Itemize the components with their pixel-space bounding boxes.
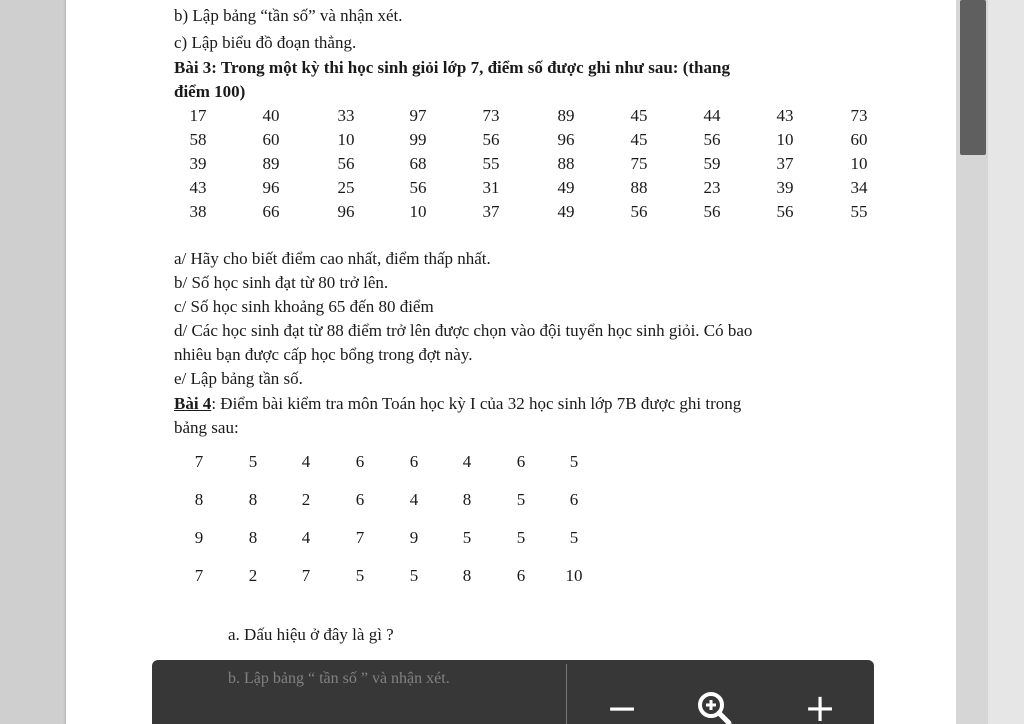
table3-cell: 58: [189, 130, 207, 149]
table3-cell: 31: [482, 178, 500, 197]
table3-cell: 17: [189, 106, 207, 125]
table4-cell: 5: [569, 528, 579, 547]
table4-cell: 5: [569, 452, 579, 471]
table3-cell: 56: [776, 202, 794, 221]
bai4-title-cont: bảng sau:: [174, 418, 239, 437]
table4-cell: 6: [516, 566, 526, 585]
table3-cell: 60: [262, 130, 280, 149]
bai3-title-cont: điểm 100): [174, 82, 246, 101]
zoom-toolbar: [152, 660, 874, 724]
bai3-title: Bài 3: Trong một kỳ thi học sinh giỏi lớp 7, điểm số được ghi như sau: (thang: [174, 58, 730, 77]
table4-cell: 5: [462, 528, 472, 547]
right-gutter: [988, 0, 1024, 724]
table3-cell: 56: [482, 130, 500, 149]
table3-cell: 37: [482, 202, 500, 221]
table3-cell: 89: [557, 106, 575, 125]
document-page: [66, 0, 956, 724]
table3-cell: 55: [850, 202, 868, 221]
table3-cell: 88: [630, 178, 648, 197]
question-d: d/ Các học sinh đạt từ 88 điểm trở lên được chọn vào đội tuyển học sinh giỏi. Có bao: [174, 321, 753, 340]
table3-cell: 56: [337, 154, 355, 173]
table3-cell: 75: [630, 154, 648, 173]
table4-cell: 2: [248, 566, 258, 585]
table3-cell: 10: [850, 154, 868, 173]
magnifier-plus-icon: [694, 688, 734, 724]
table4-cell: 8: [462, 490, 472, 509]
table3-cell: 60: [850, 130, 868, 149]
table3-cell: 59: [703, 154, 721, 173]
text-line-b1: b) Lập bảng “tần số” và nhận xét.: [174, 6, 403, 25]
table4-cell: 4: [409, 490, 419, 509]
table3-cell: 68: [409, 154, 427, 173]
table3-cell: 66: [262, 202, 280, 221]
table4-cell: 9: [409, 528, 419, 547]
table3-cell: 40: [262, 106, 280, 125]
question-d-cont: nhiêu bạn được cấp học bổng trong đợt này.: [174, 345, 473, 364]
table3-cell: 43: [189, 178, 207, 197]
scrollbar-thumb[interactable]: [960, 0, 986, 155]
table4-cell: 4: [462, 452, 472, 471]
table3-cell: 88: [557, 154, 575, 173]
table4-cell: 9: [194, 528, 204, 547]
table4-cell: 10: [565, 566, 583, 585]
table3-cell: 45: [630, 130, 648, 149]
text-line-c1: c) Lập biểu đồ đoạn thẳng.: [174, 33, 357, 52]
table4-cell: 7: [301, 566, 311, 585]
table4-cell: 5: [355, 566, 365, 585]
table4-cell: 7: [355, 528, 365, 547]
table3-cell: 56: [409, 178, 427, 197]
question-b: b/ Số học sinh đạt từ 80 trở lên.: [174, 273, 389, 292]
table4-cell: 6: [355, 490, 365, 509]
table3-cell: 96: [337, 202, 355, 221]
table3-cell: 55: [482, 154, 500, 173]
table3-cell: 56: [630, 202, 648, 221]
table4-cell: 2: [301, 490, 311, 509]
question-a: a/ Hãy cho biết điểm cao nhất, điểm thấp nhất.: [174, 249, 491, 268]
question-e: e/ Lập bảng tần số.: [174, 369, 303, 388]
bai4-label: Bài 4: [174, 394, 212, 413]
table3-cell: 49: [557, 178, 575, 197]
table3-cell: 10: [409, 202, 427, 221]
table3-cell: 39: [776, 178, 794, 197]
table4-cell: 8: [248, 528, 258, 547]
zoom-in-button[interactable]: +: [804, 686, 836, 724]
table4-cell: 5: [516, 490, 526, 509]
table3-cell: 44: [703, 106, 721, 125]
table3-cell: 73: [850, 106, 868, 125]
table4-cell: 8: [462, 566, 472, 585]
bai4-title: [174, 394, 741, 414]
table4-cell: 6: [516, 452, 526, 471]
bai4-title-rest: : Điểm bài kiểm tra môn Toán học kỳ I của 32 học sinh lớp 7B được ghi trong: [211, 394, 742, 413]
bai4-question-a: a. Dấu hiệu ở đây là gì ?: [228, 625, 394, 644]
table3-cell: 34: [850, 178, 868, 197]
table4-cell: 8: [248, 490, 258, 509]
table4-cell: 6: [355, 452, 365, 471]
table3-cell: 97: [409, 106, 427, 125]
table3-cell: 56: [703, 202, 721, 221]
zoom-out-button[interactable]: −: [606, 686, 638, 724]
table3-cell: 99: [409, 130, 427, 149]
table4-cell: 5: [248, 452, 258, 471]
table4-cell: 6: [409, 452, 419, 471]
table3-cell: 39: [189, 154, 207, 173]
table3-cell: 23: [703, 178, 721, 197]
table4-cell: 8: [194, 490, 204, 509]
table3-cell: 10: [776, 130, 794, 149]
table3-cell: 10: [337, 130, 355, 149]
table4-cell: 4: [301, 452, 311, 471]
table3-cell: 38: [189, 202, 207, 221]
table3-cell: 96: [262, 178, 280, 197]
table3-cell: 49: [557, 202, 575, 221]
table3-cell: 25: [337, 178, 355, 197]
question-c: c/ Số học sinh khoảng 65 đến 80 điểm: [174, 297, 434, 316]
table3-cell: 89: [262, 154, 280, 173]
table4-cell: 7: [194, 452, 204, 471]
table3-cell: 73: [482, 106, 500, 125]
table4-cell: 5: [409, 566, 419, 585]
table4-cell: 5: [516, 528, 526, 547]
table3-cell: 56: [703, 130, 721, 149]
table3-cell: 45: [630, 106, 648, 125]
toolbar-separator: [566, 664, 567, 724]
table3-cell: 96: [557, 130, 575, 149]
table3-cell: 43: [776, 106, 794, 125]
table3-cell: 37: [776, 154, 794, 173]
table4-cell: 7: [194, 566, 204, 585]
zoom-fit-button[interactable]: [686, 688, 742, 724]
table3-cell: 33: [337, 106, 355, 125]
table4-cell: 6: [569, 490, 579, 509]
toolbar-underlying-text: b. Lập bảng “ tần số ” và nhận xét.: [228, 670, 450, 687]
table4-cell: 4: [301, 528, 311, 547]
